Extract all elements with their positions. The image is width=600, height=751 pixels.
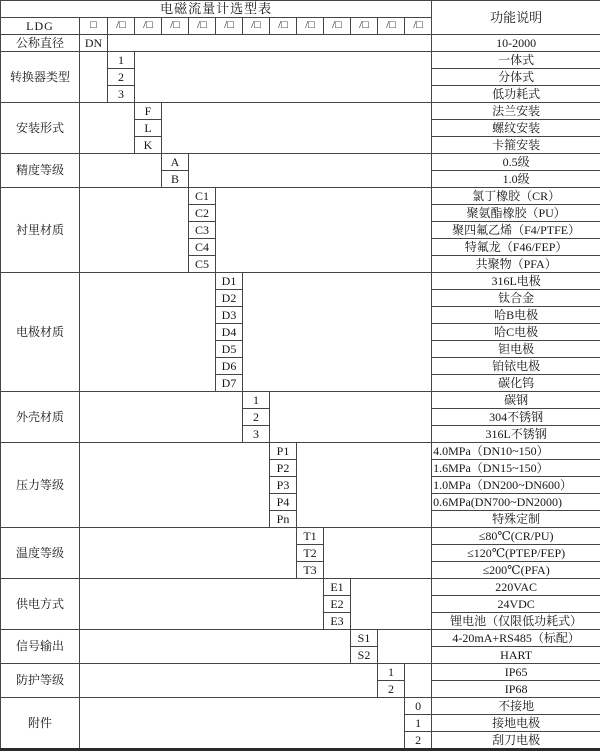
option-desc: 316L不锈钢 bbox=[432, 426, 600, 443]
model-prefix: LDG bbox=[1, 18, 80, 35]
code-slot: /□ bbox=[216, 18, 243, 35]
empty-region bbox=[80, 52, 108, 103]
option-row bbox=[1, 103, 600, 120]
option-code: D3 bbox=[216, 307, 243, 324]
option-desc: 碳化钨 bbox=[432, 375, 600, 392]
option-row bbox=[1, 154, 600, 171]
code-slot-box: □ bbox=[80, 18, 108, 35]
option-desc: ≤80℃(CR/PU) bbox=[432, 528, 600, 545]
option-desc: 4-20mA+RS485（标配） bbox=[432, 630, 600, 647]
empty-region bbox=[405, 664, 432, 698]
group-label: 附件 bbox=[1, 698, 80, 750]
option-desc: 刮刀电极 bbox=[432, 732, 600, 750]
empty-region bbox=[80, 188, 189, 273]
option-code: S2 bbox=[351, 647, 378, 664]
code-slot: /□ bbox=[243, 18, 270, 35]
option-desc: 哈B电极 bbox=[432, 307, 600, 324]
option-desc: 螺纹安装 bbox=[432, 120, 600, 137]
code-slot: /□ bbox=[351, 18, 378, 35]
option-row bbox=[1, 188, 600, 205]
option-desc: 钽电极 bbox=[432, 341, 600, 358]
code-slot: /□ bbox=[405, 18, 432, 35]
option-code: P3 bbox=[270, 477, 297, 494]
option-row bbox=[1, 630, 600, 647]
option-code: D2 bbox=[216, 290, 243, 307]
option-row bbox=[1, 698, 600, 715]
option-desc: 法兰安装 bbox=[432, 103, 600, 120]
group-label: 电极材质 bbox=[1, 273, 80, 392]
option-desc: 特殊定制 bbox=[432, 511, 600, 528]
empty-region bbox=[135, 52, 432, 103]
option-row bbox=[1, 664, 600, 681]
option-code: D7 bbox=[216, 375, 243, 392]
code-slot: /□ bbox=[189, 18, 216, 35]
group-label: 转换器类型 bbox=[1, 52, 80, 103]
option-desc: ≤200℃(PFA) bbox=[432, 562, 600, 579]
option-code: E1 bbox=[324, 579, 351, 596]
option-desc: 卡箍安装 bbox=[432, 137, 600, 154]
option-code: 0 bbox=[405, 698, 432, 715]
group-label: 安装形式 bbox=[1, 103, 80, 154]
option-code: T1 bbox=[297, 528, 324, 545]
code-slot: /□ bbox=[135, 18, 162, 35]
option-row bbox=[1, 579, 600, 596]
option-code: 3 bbox=[243, 426, 270, 443]
empty-region bbox=[324, 528, 432, 579]
group-label: 精度等级 bbox=[1, 154, 80, 188]
option-desc: 0.5级 bbox=[432, 154, 600, 171]
option-code: E3 bbox=[324, 613, 351, 630]
option-desc: 316L电极 bbox=[432, 273, 600, 290]
code-slot: /□ bbox=[108, 18, 135, 35]
option-code: A bbox=[162, 154, 189, 171]
group-label: 信号输出 bbox=[1, 630, 80, 664]
option-code: T3 bbox=[297, 562, 324, 579]
option-desc: 低功耗式 bbox=[432, 86, 600, 103]
option-row bbox=[1, 273, 600, 290]
empty-region bbox=[80, 273, 216, 392]
option-code: B bbox=[162, 171, 189, 188]
empty-region bbox=[80, 579, 324, 630]
option-code: F bbox=[135, 103, 162, 120]
diameter-row bbox=[1, 35, 600, 52]
option-desc: 10-2000 bbox=[432, 35, 600, 52]
function-column-header: 功能说明 bbox=[432, 1, 600, 35]
empty-region bbox=[80, 392, 243, 443]
empty-region bbox=[351, 579, 432, 630]
option-code: D6 bbox=[216, 358, 243, 375]
option-code: C4 bbox=[189, 239, 216, 256]
option-desc: 4.0MPa（DN10~150） bbox=[432, 443, 600, 460]
option-row bbox=[1, 392, 600, 409]
option-desc: 1.0MPa（DN200~DN600） bbox=[432, 477, 600, 494]
option-code: S1 bbox=[351, 630, 378, 647]
option-code: L bbox=[135, 120, 162, 137]
option-code: 2 bbox=[378, 681, 405, 698]
option-code: T2 bbox=[297, 545, 324, 562]
option-desc: 24VDC bbox=[432, 596, 600, 613]
option-desc: 哈C电极 bbox=[432, 324, 600, 341]
group-label: 防护等级 bbox=[1, 664, 80, 698]
option-code: 2 bbox=[405, 732, 432, 750]
option-desc: 锂电池（仅限低功耗式） bbox=[432, 613, 600, 630]
option-desc: HART bbox=[432, 647, 600, 664]
option-code: C5 bbox=[189, 256, 216, 273]
option-code: D4 bbox=[216, 324, 243, 341]
empty-region bbox=[243, 273, 432, 392]
group-label: 温度等级 bbox=[1, 528, 80, 579]
empty-region bbox=[80, 443, 270, 528]
code-slot: /□ bbox=[297, 18, 324, 35]
option-desc: 1.6MPa（DN15~150） bbox=[432, 460, 600, 477]
option-code: 1 bbox=[243, 392, 270, 409]
option-code: C3 bbox=[189, 222, 216, 239]
code-slot: /□ bbox=[162, 18, 189, 35]
code-slot: /□ bbox=[324, 18, 351, 35]
code-slot: /□ bbox=[378, 18, 405, 35]
option-desc: 220VAC bbox=[432, 579, 600, 596]
option-desc: IP68 bbox=[432, 681, 600, 698]
empty-region bbox=[80, 154, 162, 188]
option-row bbox=[1, 52, 600, 69]
option-code: C2 bbox=[189, 205, 216, 222]
option-code: 1 bbox=[108, 52, 135, 69]
table-title: 电磁流量计选型表 bbox=[1, 1, 432, 18]
option-desc: 共聚物（PFA） bbox=[432, 256, 600, 273]
option-code: Pn bbox=[270, 511, 297, 528]
option-code: E2 bbox=[324, 596, 351, 613]
empty-region bbox=[378, 630, 432, 664]
option-code: P2 bbox=[270, 460, 297, 477]
empty-region bbox=[189, 154, 432, 188]
option-desc: 碳钢 bbox=[432, 392, 600, 409]
option-desc: ≤120℃(PTEP/FEP) bbox=[432, 545, 600, 562]
option-desc: 钛合金 bbox=[432, 290, 600, 307]
option-code: C1 bbox=[189, 188, 216, 205]
empty-region bbox=[80, 528, 297, 579]
option-row bbox=[1, 443, 600, 460]
empty-region bbox=[108, 35, 432, 52]
group-label: 压力等级 bbox=[1, 443, 80, 528]
group-label: 衬里材质 bbox=[1, 188, 80, 273]
option-desc: 接地电极 bbox=[432, 715, 600, 732]
option-row bbox=[1, 528, 600, 545]
empty-region bbox=[162, 103, 432, 154]
option-code: 2 bbox=[243, 409, 270, 426]
empty-region bbox=[80, 630, 351, 664]
empty-region bbox=[270, 392, 432, 443]
option-code: D1 bbox=[216, 273, 243, 290]
group-label: 供电方式 bbox=[1, 579, 80, 630]
diameter-code: DN bbox=[80, 35, 108, 52]
title-row bbox=[1, 1, 600, 18]
option-desc: 不接地 bbox=[432, 698, 600, 715]
option-desc: 聚氨酯橡胶（PU） bbox=[432, 205, 600, 222]
empty-region bbox=[297, 443, 432, 528]
option-desc: 氯丁橡胶（CR） bbox=[432, 188, 600, 205]
option-code: P1 bbox=[270, 443, 297, 460]
option-desc: 铂铱电极 bbox=[432, 358, 600, 375]
group-label: 外壳材质 bbox=[1, 392, 80, 443]
option-desc: 1.0级 bbox=[432, 171, 600, 188]
option-code: K bbox=[135, 137, 162, 154]
empty-region bbox=[80, 664, 378, 698]
option-desc: 特氟龙（F46/FEP） bbox=[432, 239, 600, 256]
option-desc: IP65 bbox=[432, 664, 600, 681]
empty-region bbox=[216, 188, 432, 273]
empty-region bbox=[80, 698, 405, 750]
option-desc: 一体式 bbox=[432, 52, 600, 69]
group-label: 公称直径 bbox=[1, 35, 80, 52]
option-desc: 304不锈钢 bbox=[432, 409, 600, 426]
option-code: 2 bbox=[108, 69, 135, 86]
option-code: D5 bbox=[216, 341, 243, 358]
option-code: 3 bbox=[108, 86, 135, 103]
empty-region bbox=[80, 103, 135, 154]
option-desc: 0.6MPa(DN700~DN2000) bbox=[432, 494, 600, 511]
option-code: 1 bbox=[378, 664, 405, 681]
code-slot: /□ bbox=[270, 18, 297, 35]
option-desc: 聚四氟乙烯（F4/PTFE） bbox=[432, 222, 600, 239]
option-desc: 分体式 bbox=[432, 69, 600, 86]
option-code: 1 bbox=[405, 715, 432, 732]
option-code: P4 bbox=[270, 494, 297, 511]
